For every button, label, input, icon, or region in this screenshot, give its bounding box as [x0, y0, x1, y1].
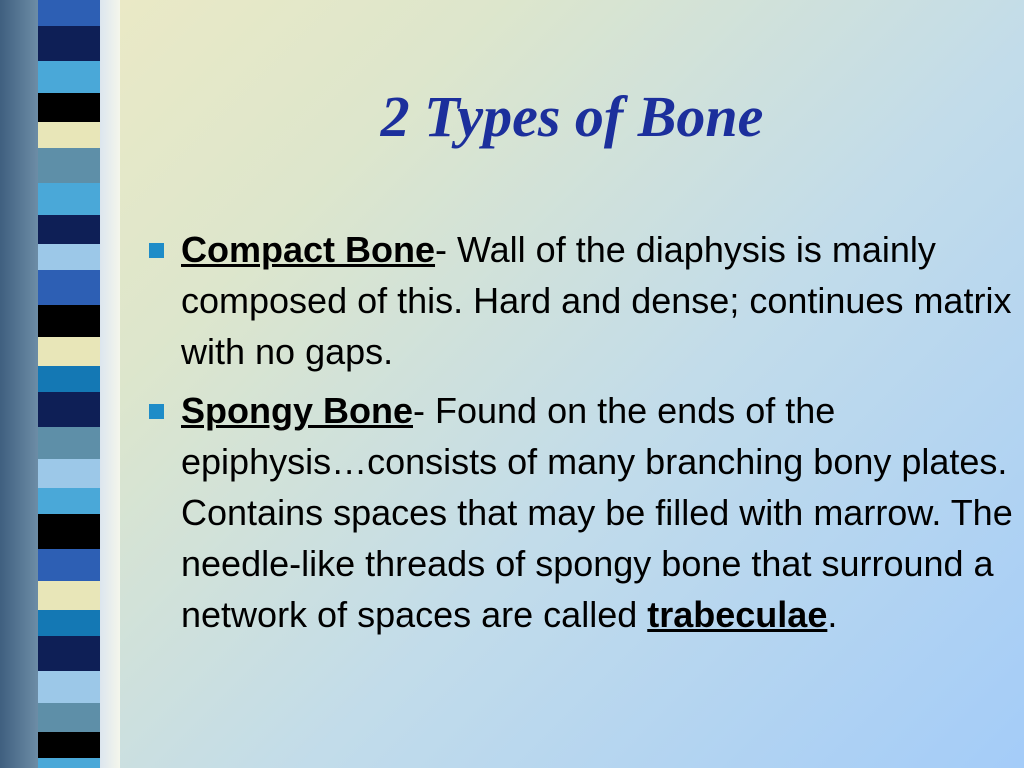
- stripe-segment: [38, 732, 100, 758]
- stripe-segment: [38, 61, 100, 93]
- stripe-segment: [38, 392, 100, 427]
- stripe-segment: [38, 183, 100, 215]
- bullet-item-compact-bone: [143, 224, 1013, 377]
- stripe-segment: [38, 703, 100, 732]
- decorative-stripe-edge: [0, 0, 40, 768]
- stripe-segment: [38, 671, 100, 703]
- stripe-segment: [38, 122, 100, 148]
- bullet-text-end: .: [827, 594, 838, 635]
- stripe-segment: [38, 610, 100, 636]
- stripe-segment: [38, 337, 100, 366]
- bullet-text-compact-bone: - Wall of the diaphysis is mainly composed of this. Hard and dense; continues matrix with no gaps.: [181, 229, 1012, 372]
- stripe-segment: [38, 581, 100, 610]
- stripe-segment: [38, 244, 100, 270]
- stripe-segment: [38, 270, 100, 305]
- term-trabeculae: trabeculae: [647, 594, 828, 635]
- stripe-segment: [38, 366, 100, 392]
- stripe-segment: [38, 26, 100, 61]
- stripe-segment: [38, 758, 100, 768]
- stripe-segment: [38, 0, 100, 26]
- stripe-segment: [38, 427, 100, 459]
- bullet-item-spongy-bone: [143, 385, 1013, 640]
- stripe-segment: [38, 215, 100, 244]
- bullet-list: [143, 224, 1013, 648]
- stripe-segment: [38, 549, 100, 581]
- stripe-segment: [38, 305, 100, 337]
- stripe-segment: [38, 636, 100, 671]
- stripe-segment: [38, 93, 100, 122]
- term-spongy-bone: Spongy Bone: [181, 390, 413, 431]
- stripe-segment: [38, 514, 100, 549]
- decorative-stripe-column: [38, 0, 100, 768]
- bullet-text-spongy-bone: - Found on the ends of the epiphysis…consists of many branching bony plates. Contains spaces that may be filled with marrow. The needle-like threads of spongy bone that surround a network of spaces are called: [181, 390, 1013, 635]
- square-bullet-icon: [149, 404, 164, 419]
- slide-title: 2 Types of Bone: [380, 84, 764, 149]
- stripe-segment: [38, 488, 100, 514]
- decorative-stripe-highlight: [100, 0, 120, 768]
- square-bullet-icon: [149, 243, 164, 258]
- stripe-segment: [38, 148, 100, 183]
- term-compact-bone: Compact Bone: [181, 229, 436, 270]
- stripe-segment: [38, 459, 100, 488]
